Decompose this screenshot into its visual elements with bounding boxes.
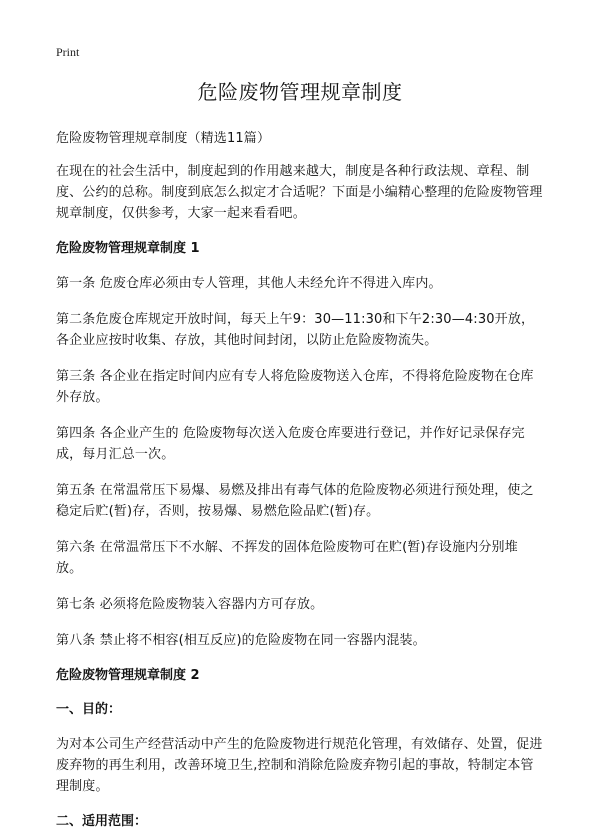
article-paragraph: 第二条危废仓库规定开放时间，每天上午9：30—11:30和下午2:30—4:30开放，各企业应按时收集、存放，其他时间封闭，以防止危险废物流失。	[56, 312, 535, 348]
scope-heading: 二、适用范围：	[56, 814, 148, 829]
article-paragraph: 第三条 各企业在指定时间内应有专人将危险废物送入仓库，不得将危险废物在仓库外存放。	[56, 369, 534, 405]
article-paragraph: 第五条 在常温常压下易爆、易燃及排出有毒气体的危险废物必须进行预处理，使之稳定后贮(暂)存，否则，按易爆、易燃危险品贮(暂)存。	[56, 483, 534, 519]
document-subtitle: 危险废物管理规章制度（精选11篇）	[56, 131, 271, 146]
purpose-heading: 一、目的：	[56, 702, 122, 717]
article-paragraph: 第一条 危废仓库必须由专人管理，其他人未经允许不得进入库内。	[56, 276, 442, 291]
article-paragraph: 第八条 禁止将不相容(相互反应)的危险废物在同一容器内混装。	[56, 633, 426, 648]
page-title: 危险废物管理规章制度	[197, 80, 403, 104]
article-paragraph: 第六条 在常温常压下不水解、不挥发的固体危险废物可在贮(暂)存设施内分别堆放。	[56, 540, 518, 576]
intro-paragraph: 在现在的社会生活中，制度起到的作用越来越大，制度是各种行政法规、章程、制度、公约的总称。制度到底怎么拟定才合适呢？下面是小编精心整理的危险废物管理规章制度，仅供参考，大家一起来看看吧。	[56, 164, 543, 221]
article-paragraph: 第七条 必须将危险废物装入容器内方可存放。	[56, 597, 324, 612]
print-label: Print	[56, 45, 80, 59]
section-heading-1: 危险废物管理规章制度 1	[56, 241, 200, 256]
purpose-paragraph: 为对本公司生产经营活动中产生的危险废物进行规范化管理，有效储存、处置，促进废弃物的再生利用，改善环境卫生,控制和消除危险废弃物引起的事故，特制定本管理制度。	[56, 737, 543, 794]
article-paragraph: 第四条 各企业产生的 危险废物每次送入危废仓库要进行登记，并作好记录保存完成，每月汇总一次。	[56, 426, 525, 462]
section-heading-2: 危险废物管理规章制度 2	[56, 668, 200, 683]
